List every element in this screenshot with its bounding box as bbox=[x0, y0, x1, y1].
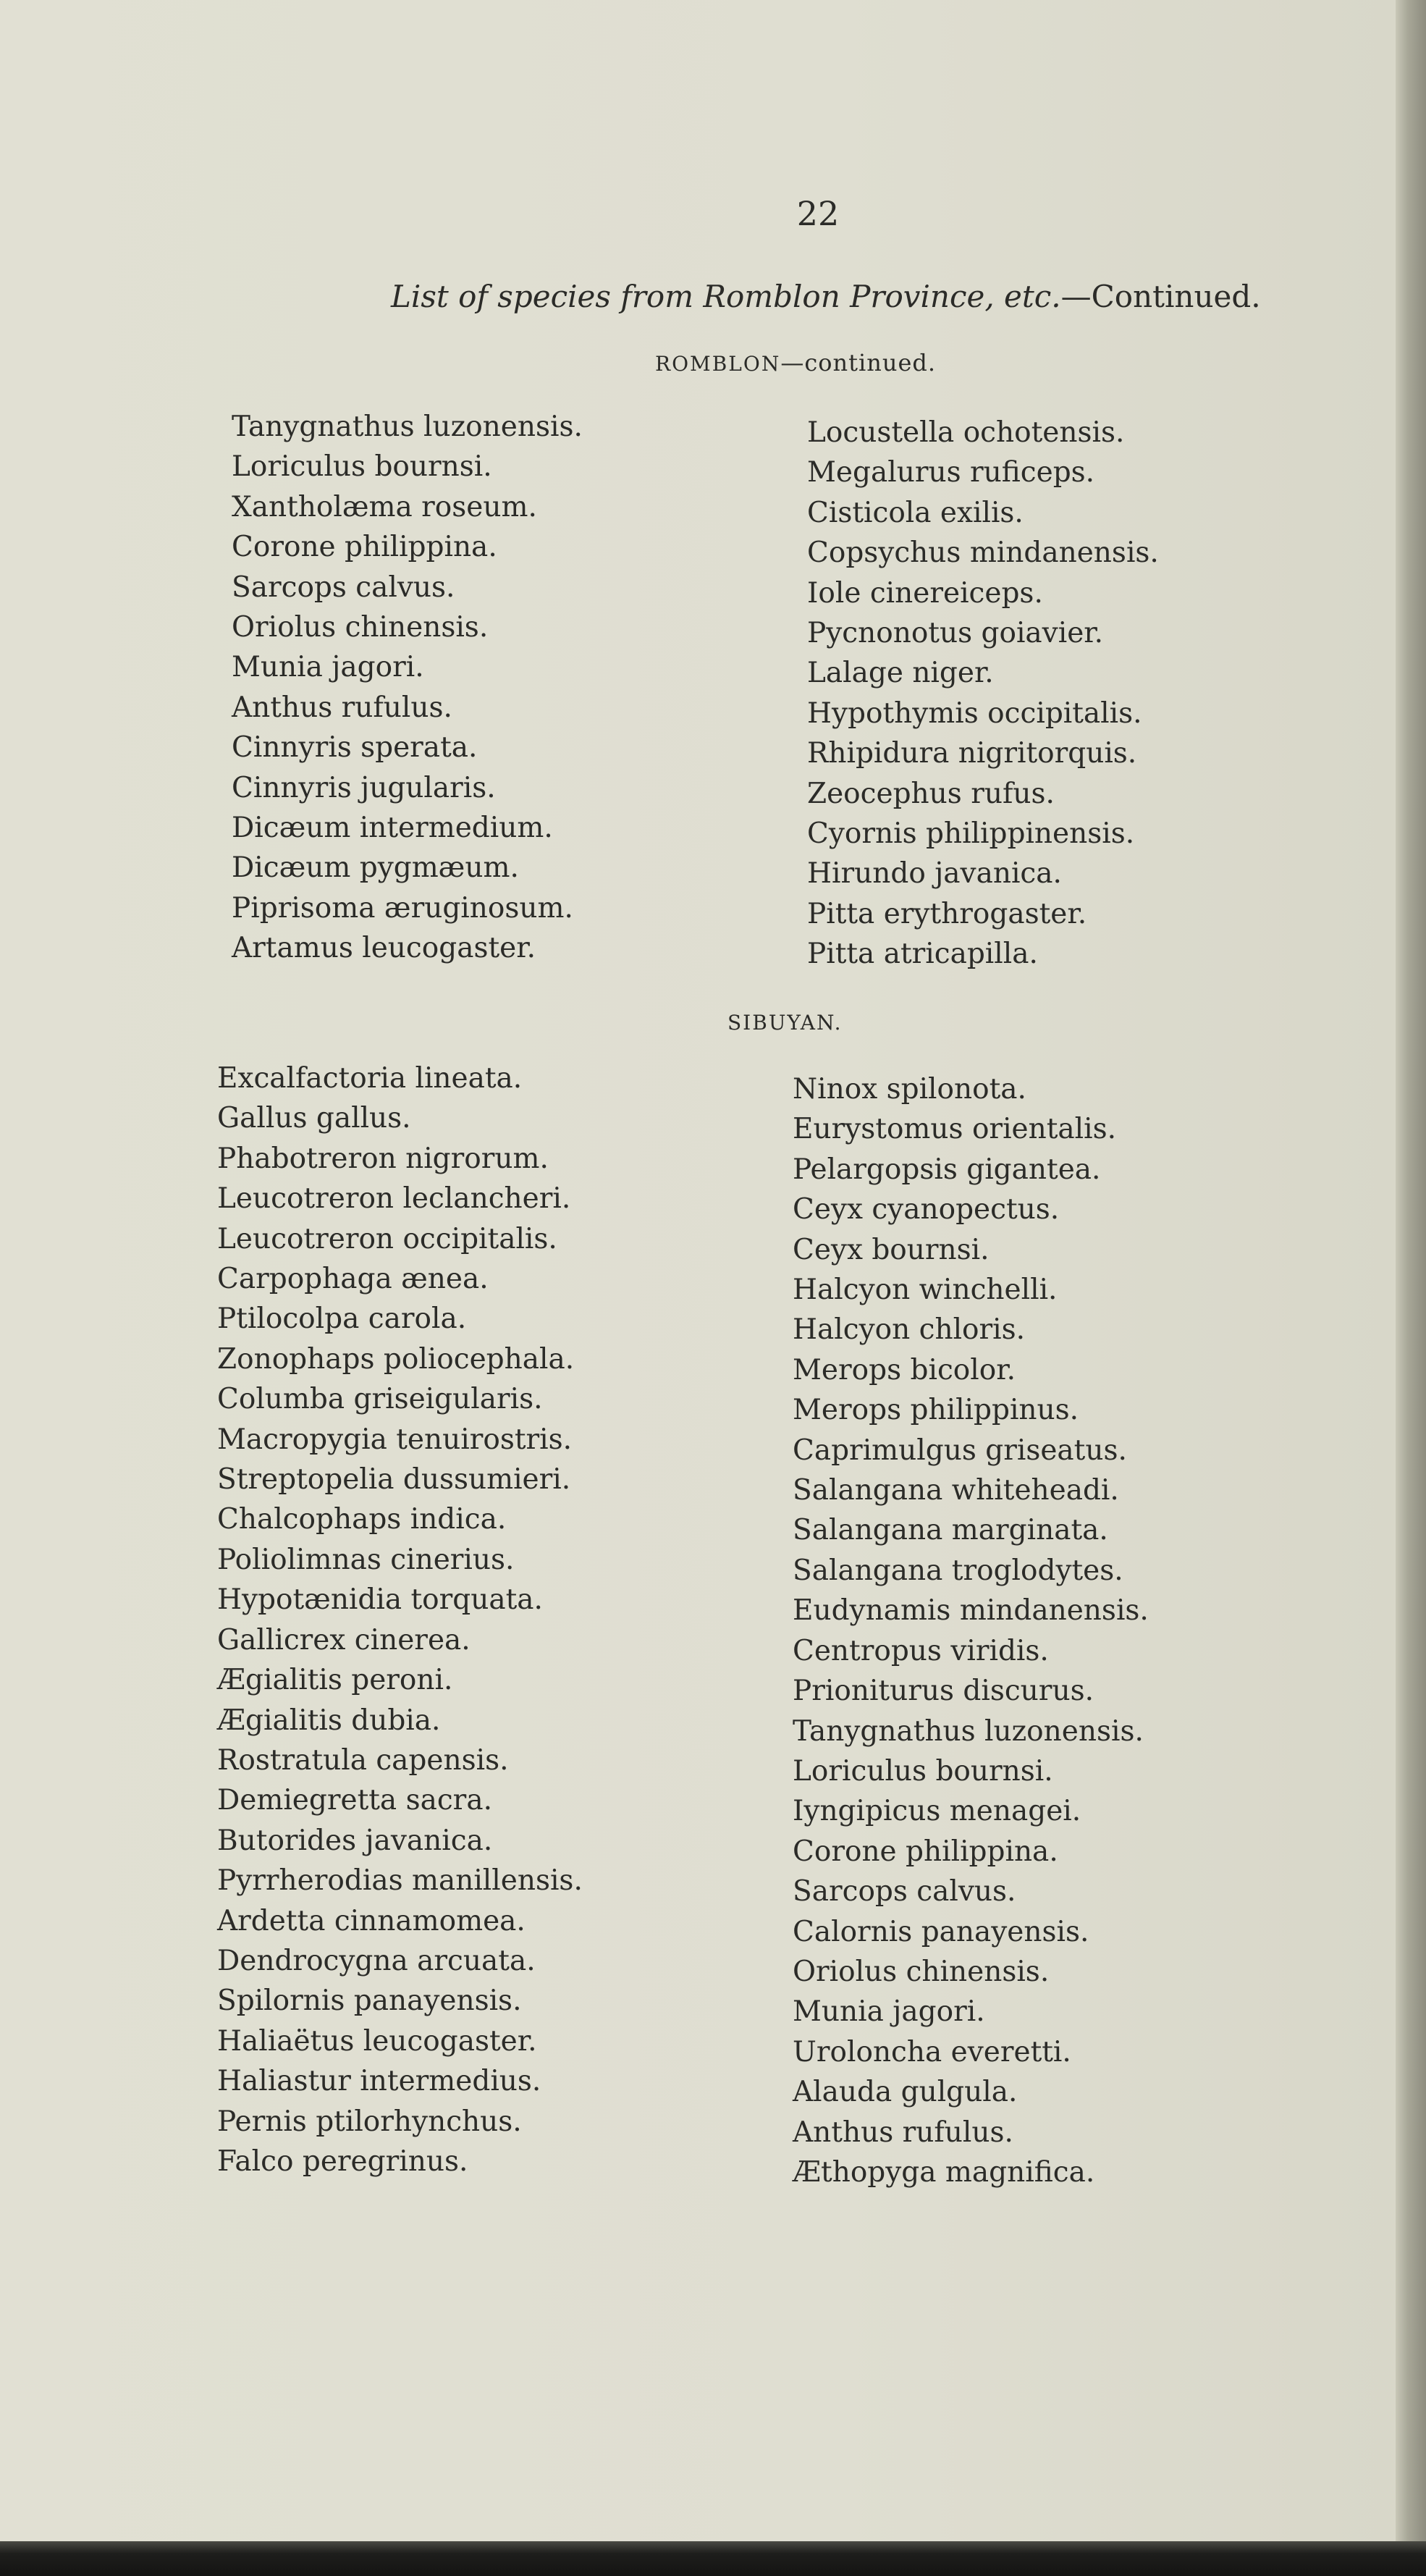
running-title bbox=[391, 279, 1260, 314]
species-entry: Rostratula capensis. bbox=[217, 1743, 509, 1777]
running-title-continued: —Continued. bbox=[1060, 279, 1261, 314]
section-heading-romblon bbox=[655, 349, 936, 376]
species-entry: Ardetta cinnamomea. bbox=[217, 1904, 526, 1937]
species-entry: Zonophaps poliocephala. bbox=[217, 1342, 575, 1376]
species-entry: Ceyx bournsi. bbox=[793, 1233, 990, 1266]
species-entry: Pelargopsis gigantea. bbox=[793, 1153, 1101, 1186]
species-entry: Eurystomus orientalis. bbox=[793, 1113, 1117, 1146]
species-entry: Falco peregrinus. bbox=[217, 2144, 468, 2178]
species-entry: Haliastur intermedius. bbox=[217, 2065, 541, 2098]
book-spine-edge bbox=[1396, 0, 1426, 2576]
running-title-italic: List of species from Romblon Province, etc. bbox=[391, 279, 1061, 314]
species-list-sibuyan-left bbox=[217, 1058, 583, 2181]
species-entry: Piprisoma æruginosum. bbox=[232, 891, 573, 925]
species-entry: Caprimulgus griseatus. bbox=[793, 1434, 1127, 1467]
species-entry: Demiegretta sacra. bbox=[217, 1784, 492, 1817]
species-entry: Hirundo javanica. bbox=[807, 857, 1062, 891]
species-entry: Salangana marginata. bbox=[793, 1514, 1108, 1547]
species-entry: Megalurus ruficeps. bbox=[807, 456, 1095, 489]
species-entry: Spilornis panayensis. bbox=[217, 1984, 522, 2018]
species-entry: Alauda gulgula. bbox=[793, 2076, 1018, 2109]
species-entry: Columba griseigularis. bbox=[217, 1383, 543, 1416]
species-entry: Loriculus bournsi. bbox=[793, 1754, 1053, 1788]
species-entry: Ninox spilonota. bbox=[793, 1073, 1026, 1106]
scan-bottom-edge bbox=[0, 2541, 1426, 2576]
species-entry: Lalage niger. bbox=[807, 657, 994, 690]
species-entry: Oriolus chinensis. bbox=[232, 611, 489, 644]
species-entry: Uroloncha everetti. bbox=[793, 2035, 1071, 2068]
species-entry: Pernis ptilorhynchus. bbox=[217, 2105, 522, 2138]
species-entry: Cyornis philippinensis. bbox=[807, 817, 1135, 851]
species-entry: Prioniturus discurus. bbox=[793, 1675, 1094, 1708]
species-entry: Sarcops calvus. bbox=[232, 571, 455, 604]
species-entry: Macropygia tenuirostris. bbox=[217, 1423, 573, 1456]
species-entry: Anthus rufulus. bbox=[793, 2116, 1013, 2149]
species-entry: Salangana whiteheadi. bbox=[793, 1474, 1119, 1507]
species-entry: Pitta atricapilla. bbox=[807, 938, 1038, 971]
species-entry: Tanygnathus luzonensis. bbox=[232, 411, 583, 443]
species-entry: Copsychus mindanensis. bbox=[807, 536, 1159, 570]
species-entry: Corone philippina. bbox=[232, 531, 497, 564]
species-entry: Ceyx cyanopectus. bbox=[793, 1193, 1060, 1226]
species-entry: Centropus viridis. bbox=[793, 1634, 1049, 1667]
species-entry: Haliaëtus leucogaster. bbox=[217, 2024, 537, 2058]
species-entry: Eudynamis mindanensis. bbox=[793, 1594, 1149, 1628]
species-entry: Loriculus bournsi. bbox=[232, 450, 492, 484]
species-entry: Rhipidura nigritorquis. bbox=[807, 737, 1137, 770]
species-list-romblon-left bbox=[232, 407, 583, 969]
species-entry: Pitta erythrogaster. bbox=[807, 897, 1087, 930]
species-entry: Anthus rufulus. bbox=[232, 691, 452, 724]
species-entry: Zeocephus rufus. bbox=[807, 777, 1055, 810]
species-entry: Hypotænidia torquata. bbox=[217, 1583, 543, 1617]
species-entry: Excalfactoria lineata. bbox=[217, 1062, 523, 1095]
species-entry: Ægialitis peroni. bbox=[217, 1664, 453, 1697]
species-entry: Æthopyga magnifica. bbox=[793, 2155, 1095, 2189]
species-entry: Dicæum pygmæum. bbox=[232, 851, 519, 885]
species-entry: Halcyon chloris. bbox=[793, 1313, 1026, 1347]
section-heading-sibuyan bbox=[727, 1008, 843, 1035]
species-entry: Leucotreron occipitalis. bbox=[217, 1222, 557, 1255]
species-entry: Phabotreron nigrorum. bbox=[217, 1142, 549, 1175]
page-number: 22 bbox=[796, 194, 840, 233]
species-entry: Gallus gallus. bbox=[217, 1102, 411, 1135]
species-entry: Butorides javanica. bbox=[217, 1824, 493, 1857]
species-entry: Pyrrherodias manillensis. bbox=[217, 1864, 583, 1898]
species-entry: Cisticola exilis. bbox=[807, 496, 1024, 529]
species-entry: Corone philippina. bbox=[793, 1835, 1058, 1868]
species-entry: Merops philippinus. bbox=[793, 1394, 1079, 1427]
species-entry: Chalcophaps indica. bbox=[217, 1503, 507, 1536]
species-entry: Carpophaga ænea. bbox=[217, 1263, 489, 1296]
species-entry: Dicæum intermedium. bbox=[232, 812, 553, 845]
species-entry: Dendrocygna arcuata. bbox=[217, 1944, 536, 1977]
section-heading-suffix: —continued. bbox=[780, 349, 937, 376]
species-entry: Munia jagori. bbox=[793, 1995, 985, 2029]
species-entry: Hypothymis occipitalis. bbox=[807, 696, 1142, 730]
species-entry: Cinnyris jugularis. bbox=[232, 771, 496, 804]
species-entry: Xantholæma roseum. bbox=[232, 490, 537, 523]
species-entry: Leucotreron leclancheri. bbox=[217, 1182, 571, 1216]
species-entry: Oriolus chinensis. bbox=[793, 1955, 1050, 1988]
section-heading-name: ROMBLON bbox=[655, 352, 781, 376]
species-entry: Tanygnathus luzonensis. bbox=[793, 1714, 1144, 1748]
species-entry: Salangana troglodytes. bbox=[793, 1554, 1123, 1587]
species-entry: Halcyon winchelli. bbox=[793, 1274, 1058, 1307]
section-heading-name: SIBUYAN. bbox=[727, 1011, 843, 1035]
species-entry: Poliolimnas cinerius. bbox=[217, 1543, 515, 1576]
species-entry: Merops bicolor. bbox=[793, 1353, 1016, 1386]
species-entry: Ptilocolpa carola. bbox=[217, 1302, 467, 1336]
species-entry: Gallicrex cinerea. bbox=[217, 1623, 471, 1657]
species-list-romblon-right bbox=[807, 413, 1159, 975]
species-entry: Streptopelia dussumieri. bbox=[217, 1463, 571, 1497]
species-entry: Iole cinereiceps. bbox=[807, 576, 1043, 610]
species-entry: Calornis panayensis. bbox=[793, 1915, 1089, 1948]
species-entry: Munia jagori. bbox=[232, 651, 424, 684]
species-entry: Cinnyris sperata. bbox=[232, 731, 478, 765]
species-entry: Artamus leucogaster. bbox=[232, 932, 536, 965]
species-entry: Pycnonotus goiavier. bbox=[807, 617, 1104, 650]
species-entry: Locustella ochotensis. bbox=[807, 416, 1125, 449]
species-entry: Sarcops calvus. bbox=[793, 1875, 1016, 1908]
species-entry: Ægialitis dubia. bbox=[217, 1704, 441, 1737]
species-list-sibuyan-right bbox=[793, 1069, 1149, 2192]
species-entry: Iyngipicus menagei. bbox=[793, 1795, 1081, 1828]
